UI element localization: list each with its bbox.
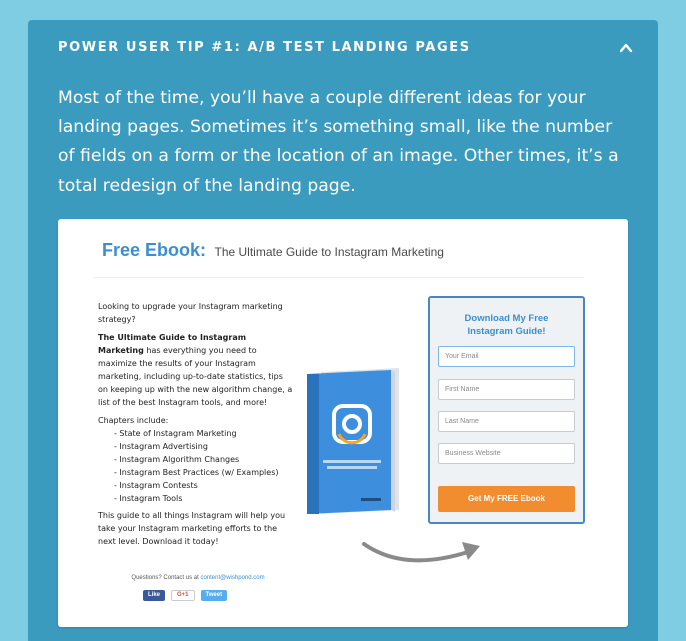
list-item: - Instagram Best Practices (w/ Examples) [114, 468, 279, 477]
ebook-headline: The Ultimate Guide to Instagram Marketing [214, 245, 444, 259]
guide-name: The Ultimate Guide to Instagram Marketing [98, 333, 247, 355]
list-item: - Instagram Algorithm Changes [114, 455, 240, 464]
contact-email-link[interactable]: content@wishpond.com [200, 575, 265, 581]
chapters-list [98, 427, 294, 505]
panel-header[interactable] [58, 38, 633, 58]
last-name-field[interactable]: Last Name [438, 411, 575, 432]
lead-text: Looking to upgrade your Instagram marketing strategy? [98, 302, 283, 324]
list-item: - Instagram Contests [114, 481, 198, 490]
instagram-book-icon [303, 364, 403, 516]
divider [94, 277, 584, 278]
contact-line [98, 575, 298, 581]
tweet-button[interactable]: Tweet [201, 590, 228, 601]
facebook-like-button[interactable]: Like [143, 590, 165, 601]
ebook-heading [102, 240, 444, 261]
panel-intro-text: Most of the time, you’ll have a couple different ideas for your landing pages. Sometimes it’s something small, like the number of fields on a form or the location of an image. Other times, it’s a total redesign of the landing page. [58, 88, 619, 196]
contact-text: Questions? Contact us at [131, 575, 199, 581]
guide-paragraph [98, 331, 294, 409]
closing-text: This guide to all things Instagram will help you take your Instagram marketing efforts to the next level. Download it today! [98, 511, 286, 546]
social-buttons [143, 590, 227, 601]
list-item: - Instagram Tools [114, 494, 183, 503]
first-name-field[interactable]: First Name [438, 379, 575, 400]
landing-page-screenshot [58, 219, 628, 627]
form-title: Download My Free Instagram Guide! [464, 313, 549, 337]
list-item: - Instagram Advertising [114, 442, 208, 451]
google-plus-button[interactable]: G+1 [171, 590, 195, 601]
chevron-up-icon[interactable] [619, 42, 633, 54]
tip-panel [28, 20, 658, 641]
get-ebook-button[interactable]: Get My FREE Ebook [438, 486, 575, 512]
list-item: - State of Instagram Marketing [114, 429, 237, 438]
ebook-label: Free Ebook: [102, 240, 207, 260]
business-website-field[interactable]: Business Website [438, 443, 575, 464]
chapters-heading: Chapters include: [98, 416, 169, 425]
curved-arrow-icon [358, 524, 488, 569]
email-field[interactable]: Your Email [438, 346, 575, 367]
panel-title: POWER USER TIP #1: A/B TEST LANDING PAGES [58, 40, 471, 55]
ebook-description [98, 300, 294, 553]
guide-desc: has everything you need to maximize the results of your Instagram marketing, including up-to-date statistics, tips on keeping up with the new algorithm change, a list of the best Instagram tools, and more! [98, 346, 293, 407]
download-form [428, 296, 585, 524]
